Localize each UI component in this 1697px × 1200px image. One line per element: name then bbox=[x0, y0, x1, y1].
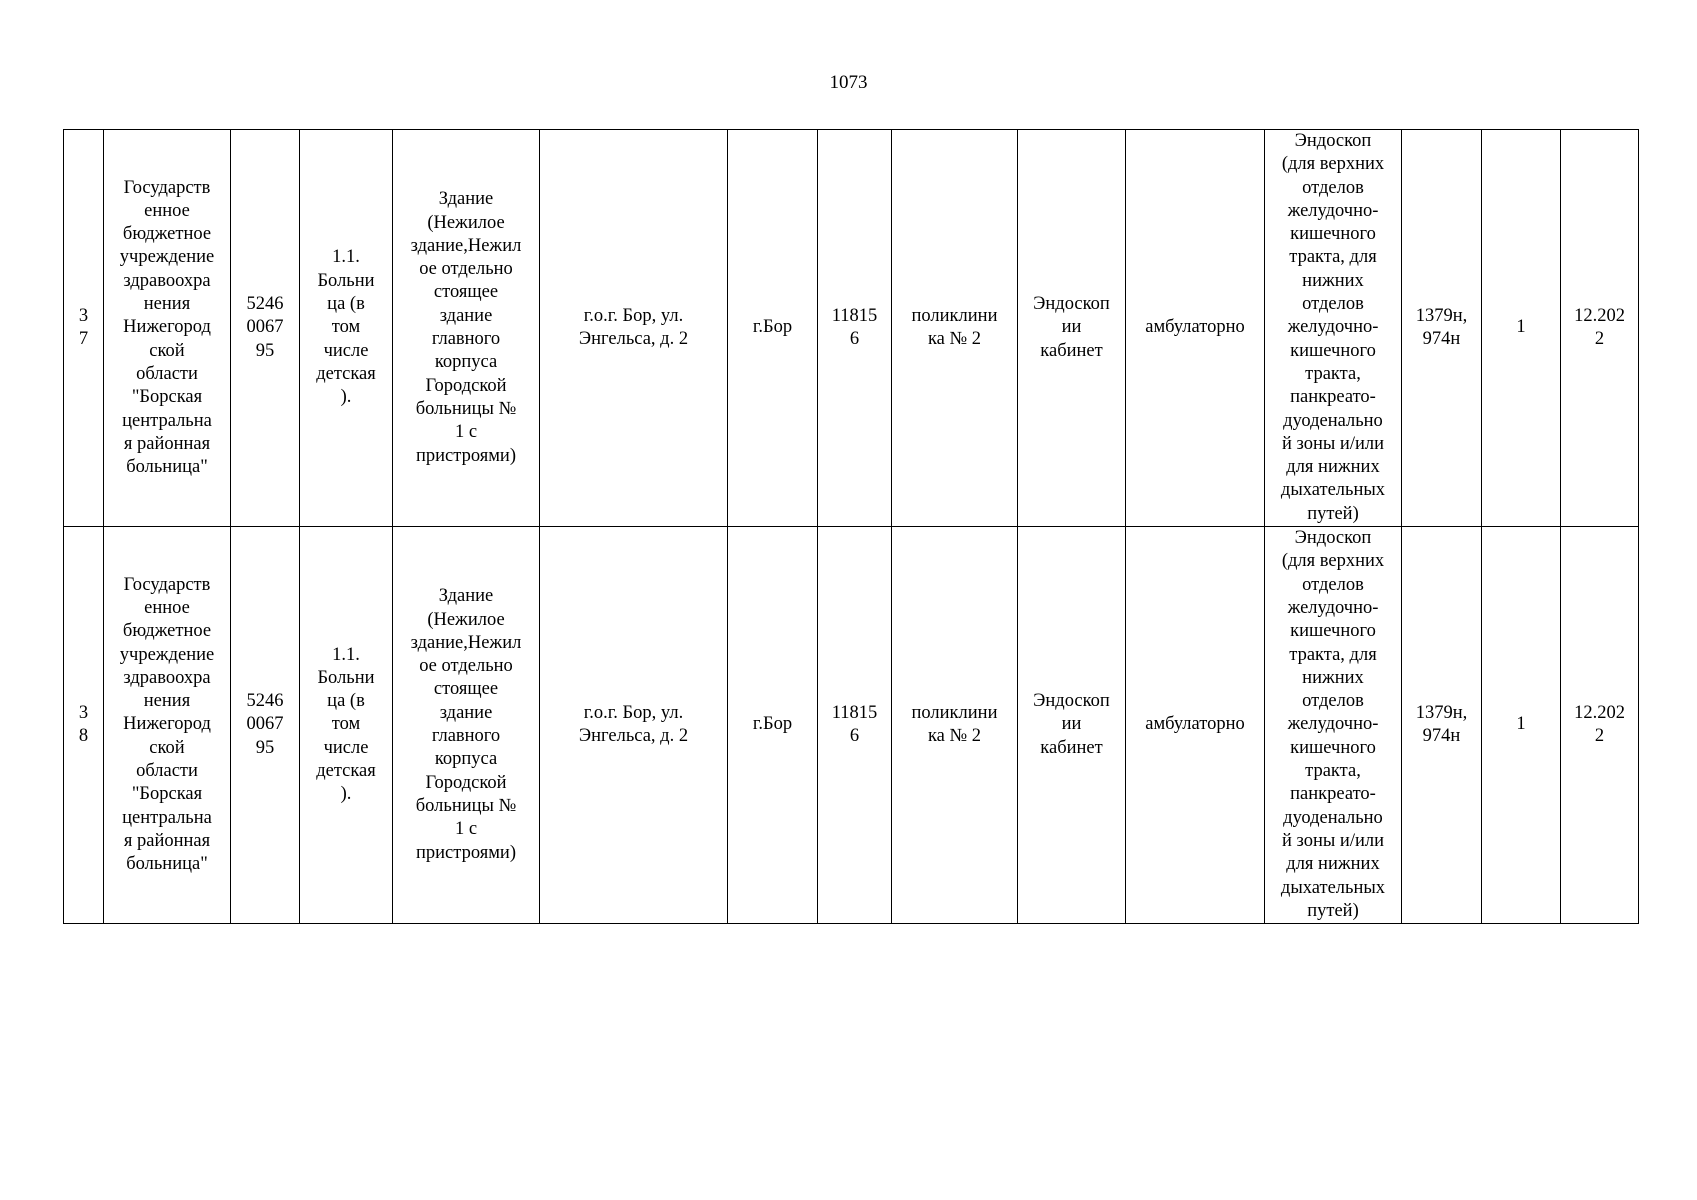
cell-line: 974н bbox=[1422, 329, 1461, 350]
cell-line: 6 bbox=[849, 329, 860, 350]
cell-line: 1 с bbox=[454, 819, 478, 840]
cell-line: нения bbox=[143, 691, 191, 712]
room-cell bbox=[1018, 130, 1126, 527]
cell-line: Больни bbox=[317, 270, 375, 291]
cell-line: учреждение bbox=[119, 644, 215, 665]
cell-line: Эндоскоп bbox=[1294, 528, 1372, 549]
address-cell bbox=[540, 527, 728, 924]
cell-line: 2 bbox=[1594, 329, 1605, 350]
cell-line: дуоденально bbox=[1283, 807, 1383, 828]
cell-line: пристроями) bbox=[416, 842, 516, 863]
cell-line: 5246 bbox=[246, 294, 284, 315]
cell-line: (для верхних bbox=[1281, 154, 1385, 175]
cell-line: енное bbox=[144, 200, 190, 221]
equipment-registry-table bbox=[63, 129, 1639, 924]
cell-line: панкреато- bbox=[1290, 784, 1376, 805]
cell-line: Нижегород bbox=[123, 714, 211, 735]
cell-line: 7 bbox=[78, 329, 89, 350]
cell-line: нижних bbox=[1302, 270, 1364, 291]
code-cell bbox=[818, 527, 892, 924]
cell-line: енное bbox=[144, 597, 190, 618]
cell-line: поликлини bbox=[911, 305, 998, 326]
cell-line: 1.1. bbox=[332, 247, 360, 268]
cell-line: ). bbox=[340, 387, 352, 408]
cell-line: Энгельса, д. 2 bbox=[578, 726, 689, 747]
date-cell bbox=[1561, 527, 1639, 924]
cell-line: числе bbox=[323, 737, 369, 758]
cell-line: желудочно- bbox=[1287, 200, 1379, 221]
cell-line: 8 bbox=[78, 726, 89, 747]
cell-line: нения bbox=[143, 294, 191, 315]
cell-line: ое отдельно bbox=[419, 259, 513, 280]
cell-line: ка № 2 bbox=[927, 726, 982, 747]
cell-line: 1 с bbox=[454, 422, 478, 443]
cell-line: Государств bbox=[123, 177, 211, 198]
room-cell bbox=[1018, 527, 1126, 924]
cell-line: Городской bbox=[425, 772, 507, 793]
equipment-cell bbox=[1265, 130, 1402, 527]
cell-line: кишечного bbox=[1290, 621, 1376, 642]
cell-line: г.о.г. Бор, ул. bbox=[583, 702, 684, 723]
cell-line: Здание bbox=[438, 586, 494, 607]
row-number-cell bbox=[64, 527, 104, 924]
cell-line: Городской bbox=[425, 375, 507, 396]
cell-line: отделов bbox=[1302, 294, 1364, 315]
cell-line: больница" bbox=[126, 854, 208, 875]
cell-line: дыхательных bbox=[1280, 877, 1386, 898]
table-row bbox=[64, 130, 1639, 527]
cell-line: ). bbox=[340, 784, 352, 805]
cell-line: панкреато- bbox=[1290, 387, 1376, 408]
cell-line: я районная bbox=[123, 830, 211, 851]
cell-line: бюджетное bbox=[122, 621, 212, 642]
cell-line: отделов bbox=[1302, 574, 1364, 595]
date-cell bbox=[1561, 130, 1639, 527]
cell-line: здание bbox=[439, 702, 493, 723]
cell-line: 12.202 bbox=[1574, 702, 1625, 723]
cell-line: тракта, bbox=[1305, 363, 1361, 384]
cell-line: числе bbox=[323, 340, 369, 361]
cell-line: поликлини bbox=[911, 702, 998, 723]
cell-line: кишечного bbox=[1290, 737, 1376, 758]
cell-line: больницы № bbox=[415, 398, 517, 419]
cell-line: (для верхних bbox=[1281, 551, 1385, 572]
cell-line: для нижних bbox=[1286, 457, 1380, 478]
cell-line: дыхательных bbox=[1280, 480, 1386, 501]
cell-line: путей) bbox=[1307, 900, 1359, 921]
cell-line: 3 bbox=[78, 702, 89, 723]
quantity-cell bbox=[1482, 130, 1561, 527]
cell-line: 1379н, bbox=[1415, 305, 1468, 326]
cell-line: тракта, bbox=[1305, 761, 1361, 782]
cell-line: я районная bbox=[123, 433, 211, 454]
cell-line: й зоны и/или bbox=[1281, 433, 1384, 454]
cell-line: 1379н, bbox=[1415, 702, 1468, 723]
cell-line: ской bbox=[149, 340, 185, 361]
cell-line: здание,Нежил bbox=[410, 632, 522, 653]
equipment-cell bbox=[1265, 527, 1402, 924]
cell-line: том bbox=[331, 317, 361, 338]
cell-line: здравоохра bbox=[123, 270, 211, 291]
cell-line: путей) bbox=[1307, 503, 1359, 524]
cell-line: дуоденально bbox=[1283, 410, 1383, 431]
quantity-cell bbox=[1482, 527, 1561, 924]
organization-name-cell bbox=[104, 130, 231, 527]
cell-line: желудочно- bbox=[1287, 597, 1379, 618]
unit-cell bbox=[892, 130, 1018, 527]
cell-line: больницы № bbox=[415, 795, 517, 816]
cell-line: тракта, для bbox=[1289, 247, 1377, 268]
cell-line: "Борская bbox=[131, 784, 203, 805]
cell-line: ской bbox=[149, 737, 185, 758]
cell-line: 0067 bbox=[246, 714, 284, 735]
cell-line: 95 bbox=[255, 737, 275, 758]
cell-line: том bbox=[331, 714, 361, 735]
cell-line: центральна bbox=[122, 807, 212, 828]
cell-line: корпуса bbox=[434, 749, 498, 770]
cell-line: (Нежилое bbox=[427, 609, 505, 630]
cell-line: кишечного bbox=[1290, 224, 1376, 245]
cell-line: "Борская bbox=[131, 387, 203, 408]
cell-line: г.Бор bbox=[752, 317, 793, 338]
cell-line: учреждение bbox=[119, 247, 215, 268]
building-description-cell bbox=[393, 527, 540, 924]
cell-line: детская bbox=[316, 761, 376, 782]
cell-line: главного bbox=[431, 329, 501, 350]
row-number-cell bbox=[64, 130, 104, 527]
city-cell bbox=[728, 130, 818, 527]
inn-cell bbox=[231, 130, 300, 527]
cell-line: 95 bbox=[255, 340, 275, 361]
cell-line: кабинет bbox=[1040, 737, 1103, 758]
organization-name-cell bbox=[104, 527, 231, 924]
cell-line: ое отдельно bbox=[419, 656, 513, 677]
cell-line: для нижних bbox=[1286, 854, 1380, 875]
cell-line: Эндоскоп bbox=[1033, 294, 1110, 315]
cell-line: Нижегород bbox=[123, 317, 211, 338]
cell-line: желудочно- bbox=[1287, 317, 1379, 338]
cell-line: желудочно- bbox=[1287, 714, 1379, 735]
cell-line: Больни bbox=[317, 667, 375, 688]
cell-line: 3 bbox=[78, 305, 89, 326]
cell-line: здание,Нежил bbox=[410, 235, 522, 256]
cell-line: тракта, для bbox=[1289, 644, 1377, 665]
cell-line: 1 bbox=[1516, 714, 1526, 735]
cell-line: центральна bbox=[122, 410, 212, 431]
unit-cell bbox=[892, 527, 1018, 924]
cell-line: кабинет bbox=[1040, 340, 1103, 361]
cell-line: (Нежилое bbox=[427, 212, 505, 233]
cell-line: стоящее bbox=[433, 282, 499, 303]
cell-line: Государств bbox=[123, 574, 211, 595]
cell-line: бюджетное bbox=[122, 224, 212, 245]
cell-line: амбулаторно bbox=[1145, 714, 1245, 735]
cell-line: здание bbox=[439, 305, 493, 326]
cell-line: ца (в bbox=[327, 294, 365, 315]
cell-line: 11815 bbox=[831, 702, 878, 723]
cell-line: здравоохра bbox=[123, 667, 211, 688]
cell-line: нижних bbox=[1302, 667, 1364, 688]
cell-line: 11815 bbox=[831, 305, 878, 326]
cell-line: больница" bbox=[126, 457, 208, 478]
cell-line: 974н bbox=[1422, 726, 1461, 747]
cell-line: главного bbox=[431, 726, 501, 747]
cell-line: детская bbox=[316, 363, 376, 384]
cell-line: 0067 bbox=[246, 317, 284, 338]
cell-line: 1 bbox=[1516, 317, 1526, 338]
city-cell bbox=[728, 527, 818, 924]
inn-cell bbox=[231, 527, 300, 924]
cell-line: 5246 bbox=[246, 691, 284, 712]
cell-line: ца (в bbox=[327, 691, 365, 712]
cell-line: г.о.г. Бор, ул. bbox=[583, 305, 684, 326]
cell-line: 12.202 bbox=[1574, 305, 1625, 326]
cell-line: Эндоскоп bbox=[1294, 131, 1372, 151]
cell-line: ии bbox=[1061, 317, 1082, 338]
cell-line: области bbox=[136, 761, 198, 782]
cell-line: г.Бор bbox=[752, 714, 793, 735]
table-body bbox=[64, 130, 1639, 924]
cell-line: отделов bbox=[1302, 177, 1364, 198]
cell-line: Эндоскоп bbox=[1033, 691, 1110, 712]
cell-line: й зоны и/или bbox=[1281, 830, 1384, 851]
cell-line: 1.1. bbox=[332, 644, 360, 665]
cell-line: отделов bbox=[1302, 691, 1364, 712]
care-mode-cell bbox=[1126, 527, 1265, 924]
building-description-cell bbox=[393, 130, 540, 527]
cell-line: 6 bbox=[849, 726, 860, 747]
facility-category-cell bbox=[300, 527, 393, 924]
cell-line: ка № 2 bbox=[927, 329, 982, 350]
cell-line: 2 bbox=[1594, 726, 1605, 747]
cell-line: стоящее bbox=[433, 679, 499, 700]
care-mode-cell bbox=[1126, 130, 1265, 527]
orders-cell bbox=[1402, 130, 1482, 527]
cell-line: амбулаторно bbox=[1145, 317, 1245, 338]
orders-cell bbox=[1402, 527, 1482, 924]
cell-line: области bbox=[136, 363, 198, 384]
page-number: 1073 bbox=[829, 72, 868, 93]
facility-category-cell bbox=[300, 130, 393, 527]
table-row bbox=[64, 527, 1639, 924]
cell-line: ии bbox=[1061, 714, 1082, 735]
code-cell bbox=[818, 130, 892, 527]
address-cell bbox=[540, 130, 728, 527]
cell-line: кишечного bbox=[1290, 340, 1376, 361]
cell-line: пристроями) bbox=[416, 445, 516, 466]
cell-line: Здание bbox=[438, 189, 494, 210]
cell-line: Энгельса, д. 2 bbox=[578, 329, 689, 350]
cell-line: корпуса bbox=[434, 352, 498, 373]
